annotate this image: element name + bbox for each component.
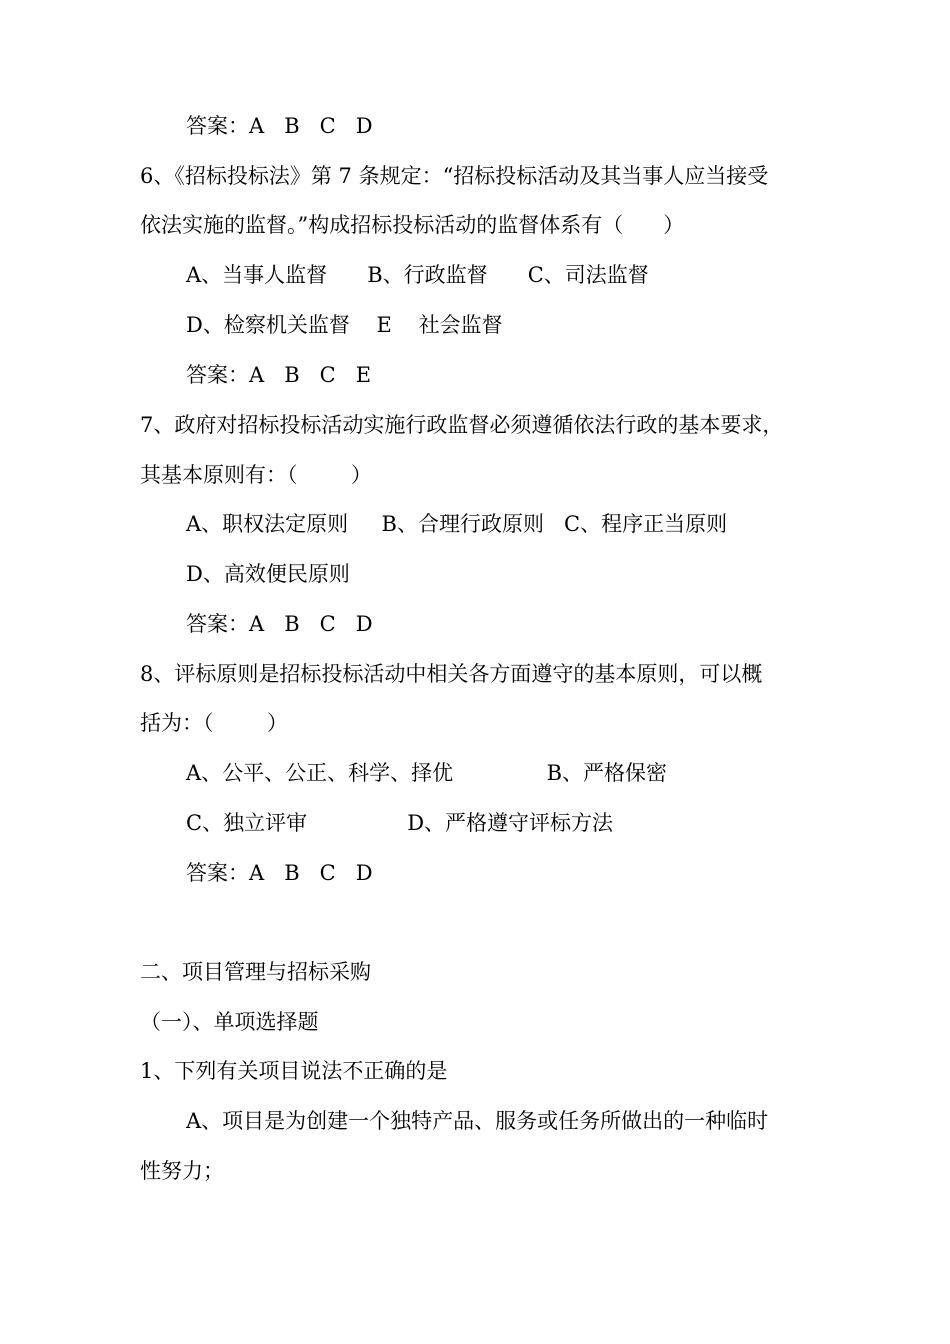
answer-line-q8: 答案：A B C D — [186, 861, 373, 885]
answer-line-q7: 答案：A B C D — [186, 612, 373, 636]
question-7-options-1: A、职权法定原则 B、合理行政原则 C、程序正当原则 — [186, 512, 728, 536]
answer-line-q6: 答案：A B C E — [186, 363, 372, 387]
question-8-line-1: 8、评标原则是招标投标活动中相关各方面遵守的基本原则，可以概 — [140, 662, 763, 686]
question-1-option-a: A、项目是为创建一个独特产品、服务或任务所做出的一种临时 — [186, 1109, 769, 1133]
question-1-option-a-cont: 性努力； — [140, 1159, 224, 1183]
section-heading: 二、项目管理与招标采购 — [140, 960, 371, 984]
question-6-line-2: 依法实施的监督。”构成招标投标活动的监督体系有（ ） — [140, 213, 685, 237]
question-6-options-2: D、检察机关监督 E 社会监督 — [186, 313, 503, 337]
answer-line-q5: 答案：A B C D — [186, 114, 373, 138]
question-7-line-1: 7、政府对招标投标活动实施行政监督必须遵循依法行政的基本要求， — [140, 413, 784, 437]
question-8-options-1: A、公平、公正、科学、择优 B、严格保密 — [186, 761, 668, 785]
question-8-options-2: C、独立评审 D、严格遵守评标方法 — [186, 811, 614, 835]
question-1-line-1: 1、下列有关项目说法不正确的是 — [140, 1059, 448, 1083]
question-7-line-2: 其基本原则有：（ ） — [140, 463, 372, 487]
question-8-line-2: 括为：（ ） — [140, 711, 288, 735]
subsection-heading: （一）、单项选择题 — [140, 1010, 319, 1034]
question-7-options-2: D、高效便民原则 — [186, 562, 350, 586]
question-6-options-1: A、当事人监督 B、行政监督 C、司法监督 — [186, 263, 649, 287]
question-6-line-1: 6、《招标投标法》第 7 条规定：“招标投标活动及其当事人应当接受 — [140, 164, 769, 188]
